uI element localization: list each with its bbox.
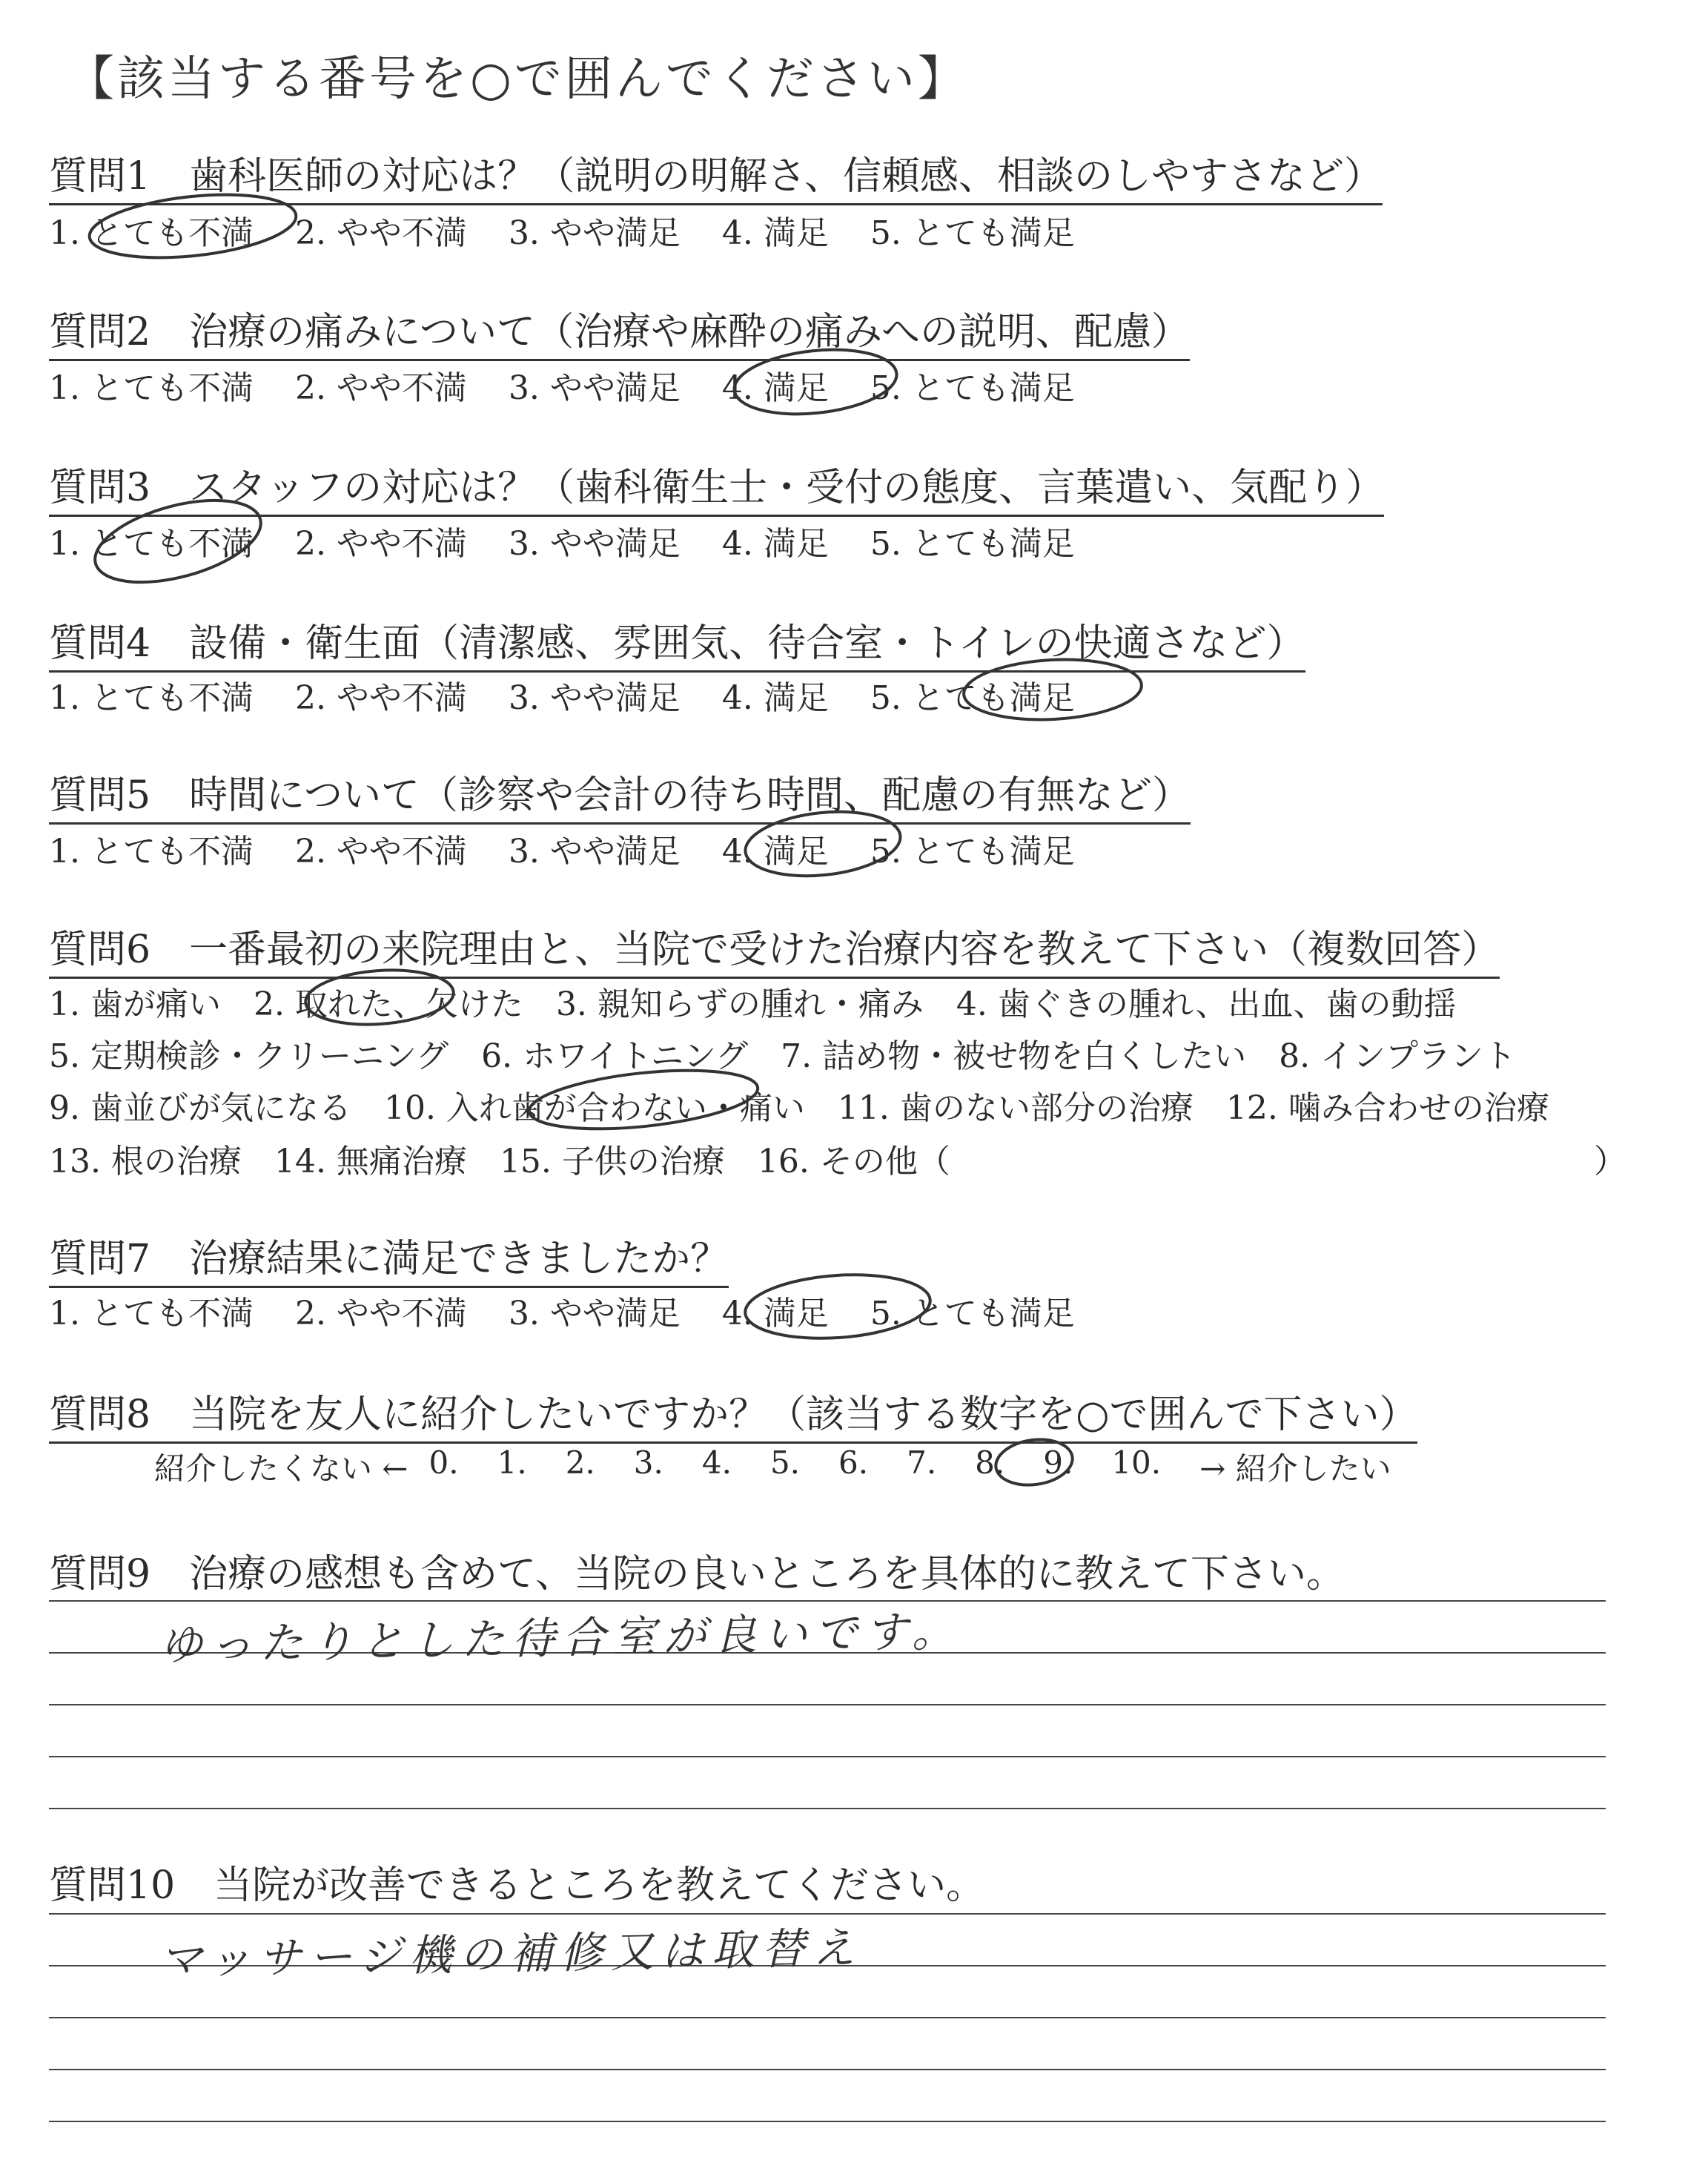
q8-number-3[interactable]: 3. [633, 1444, 663, 1481]
q2-option-2[interactable]: 2. やや不満 [294, 369, 467, 407]
q6-option-7[interactable]: 7. 詰め物・被せ物を白くしたい [781, 1037, 1247, 1075]
q1-option-3[interactable]: 3. やや満足 [508, 214, 681, 252]
question-8-heading: 質問8 当院を友人に紹介したいですか？（該当する数字を○で囲んで下さい） [49, 1383, 1417, 1444]
q9-handwritten-answer[interactable]: ゆったりとした待合室が良いです。 [159, 1605, 963, 1671]
q4-option-2[interactable]: 2. やや不満 [294, 679, 467, 717]
q7-option-4[interactable]: 4. 満足 [721, 1295, 829, 1332]
q7-option-3[interactable]: 3. やや満足 [508, 1295, 681, 1332]
q1-option-4[interactable]: 4. 満足 [721, 214, 829, 252]
q6-row-1 [49, 977, 1489, 1025]
q8-number-4[interactable]: 4. [701, 1444, 732, 1481]
q8-number-5[interactable]: 5. [769, 1444, 801, 1481]
page-title: 【該当する番号を○で囲んでください】 [67, 52, 968, 107]
q1-option-1[interactable]: 1. とても不満 [49, 214, 254, 252]
q8-left-label: 紹介したくない ← [154, 1450, 408, 1487]
q6-option-3[interactable]: 3. 親知らずの腫れ・痛み [555, 985, 924, 1023]
q10-line-4 [49, 2069, 1606, 2070]
q6-option-14[interactable]: 14. 無痛治療 [274, 1143, 467, 1180]
q3-option-4[interactable]: 4. 満足 [721, 525, 829, 563]
q8-number-10[interactable]: 10. [1111, 1444, 1162, 1481]
q5-option-4[interactable]: 4. 満足 [721, 833, 829, 871]
q8-number-0[interactable]: 0. [428, 1444, 459, 1481]
question-5-heading: 質問5 時間について（診察や会計の待ち時間、配慮の有無など） [49, 764, 1191, 825]
q5-option-3[interactable]: 3. やや満足 [508, 833, 681, 871]
q9-line-4 [49, 1756, 1606, 1757]
q3-option-2[interactable]: 2. やや不満 [294, 525, 467, 563]
question-10-heading: 質問10 当院が改善できるところを教えてください。 [49, 1863, 985, 1908]
q2-option-5[interactable]: 5. とても満足 [870, 369, 1075, 407]
q3-option-5[interactable]: 5. とても満足 [870, 525, 1075, 563]
q6-option-6[interactable]: 6. ホワイトニング [481, 1037, 749, 1075]
q6-option-4[interactable]: 4. 歯ぐきの腫れ、出血、歯の動揺 [956, 985, 1457, 1023]
q6-option-10[interactable]: 10. 入れ歯が合わない・痛い [383, 1089, 805, 1127]
q4-option-3[interactable]: 3. やや満足 [508, 679, 681, 717]
q3-option-3[interactable]: 3. やや満足 [508, 525, 681, 563]
q6-option-16[interactable]: 16. その他（ [757, 1143, 950, 1180]
q4-option-4[interactable]: 4. 満足 [721, 679, 829, 717]
q10-line-3 [49, 2017, 1606, 2018]
q5-option-5[interactable]: 5. とても満足 [870, 833, 1075, 871]
q8-number-2[interactable]: 2. [565, 1444, 595, 1481]
q9-line-5 [49, 1808, 1606, 1809]
q4-option-1[interactable]: 1. とても不満 [49, 679, 254, 717]
q6-other-close-paren: ） [1594, 1143, 1626, 1180]
q6-option-2[interactable]: 2. 取れた、欠けた [253, 985, 523, 1023]
q6-row-2 [49, 1029, 1549, 1077]
q8-right-label: → 紹介したい [1199, 1450, 1391, 1487]
question-4-options [49, 671, 1116, 719]
question-5-options [49, 825, 1116, 872]
question-6-heading: 質問6 一番最初の来院理由と、当院で受けた治療内容を教えて下さい（複数回答） [49, 918, 1500, 979]
q8-number-1[interactable]: 1. [497, 1444, 527, 1481]
q4-option-5[interactable]: 5. とても満足 [870, 679, 1075, 717]
q6-option-15[interactable]: 15. 子供の治療 [499, 1143, 725, 1180]
q2-option-4[interactable]: 4. 満足 [721, 369, 829, 407]
q1-option-2[interactable]: 2. やや不満 [294, 214, 467, 252]
q6-option-1[interactable]: 1. 歯が痛い [49, 985, 221, 1023]
q8-number-7[interactable]: 7. [907, 1444, 937, 1481]
question-4-heading: 質問4 設備・衛生面（清潔感、雰囲気、待合室・トイレの快適さなど） [49, 612, 1305, 673]
question-1-options [49, 206, 1116, 254]
q7-option-5[interactable]: 5. とても満足 [870, 1295, 1075, 1332]
question-2-heading: 質問2 治療の痛みについて（治療や麻酔の痛みへの説明、配慮） [49, 300, 1190, 361]
q9-line-3 [49, 1704, 1606, 1705]
q3-option-1[interactable]: 1. とても不満 [49, 525, 254, 563]
question-2-options [49, 361, 1116, 409]
q2-option-3[interactable]: 3. やや満足 [508, 369, 681, 407]
q6-option-11[interactable]: 11. 歯のない部分の治療 [837, 1089, 1194, 1127]
question-3-options [49, 517, 1116, 564]
question-1-heading: 質問1 歯科医師の対応は？（説明の明解さ、信頼感、相談のしやすさなど） [49, 145, 1383, 205]
q7-option-2[interactable]: 2. やや不満 [294, 1295, 467, 1332]
question-7-options [49, 1287, 1116, 1334]
q7-option-1[interactable]: 1. とても不満 [49, 1295, 254, 1332]
q8-number-8[interactable]: 8. [975, 1444, 1005, 1481]
q6-option-9[interactable]: 9. 歯並びが気になる [49, 1089, 351, 1127]
q6-row-3 [49, 1081, 1582, 1129]
question-9-heading: 質問9 治療の感想も含めて、当院の良いところを具体的に教えて下さい。 [49, 1552, 1345, 1596]
q1-option-5[interactable]: 5. とても満足 [870, 214, 1075, 252]
q6-option-12[interactable]: 12. 噛み合わせの治療 [1225, 1089, 1549, 1127]
q5-option-2[interactable]: 2. やや不満 [294, 833, 467, 871]
q6-row-4 [49, 1135, 983, 1182]
q10-handwritten-answer[interactable]: マッサージ機の補修又は取替え [159, 1922, 864, 1986]
q8-scale [154, 1444, 1412, 1489]
q8-number-9[interactable]: 9. [1043, 1444, 1073, 1481]
q6-option-13[interactable]: 13. 根の治療 [49, 1143, 242, 1180]
q6-option-8[interactable]: 8. インプラント [1279, 1037, 1517, 1075]
q2-option-1[interactable]: 1. とても不満 [49, 369, 254, 407]
q6-option-5[interactable]: 5. 定期検診・クリーニング [49, 1037, 449, 1075]
q5-option-1[interactable]: 1. とても不満 [49, 833, 254, 871]
question-3-heading: 質問3 スタッフの対応は？（歯科衛生士・受付の態度、言葉遣い、気配り） [49, 456, 1384, 517]
q10-line-5 [49, 2121, 1606, 2122]
question-7-heading: 質問7 治療結果に満足できましたか？ [49, 1227, 729, 1288]
q8-number-6[interactable]: 6. [838, 1444, 869, 1481]
